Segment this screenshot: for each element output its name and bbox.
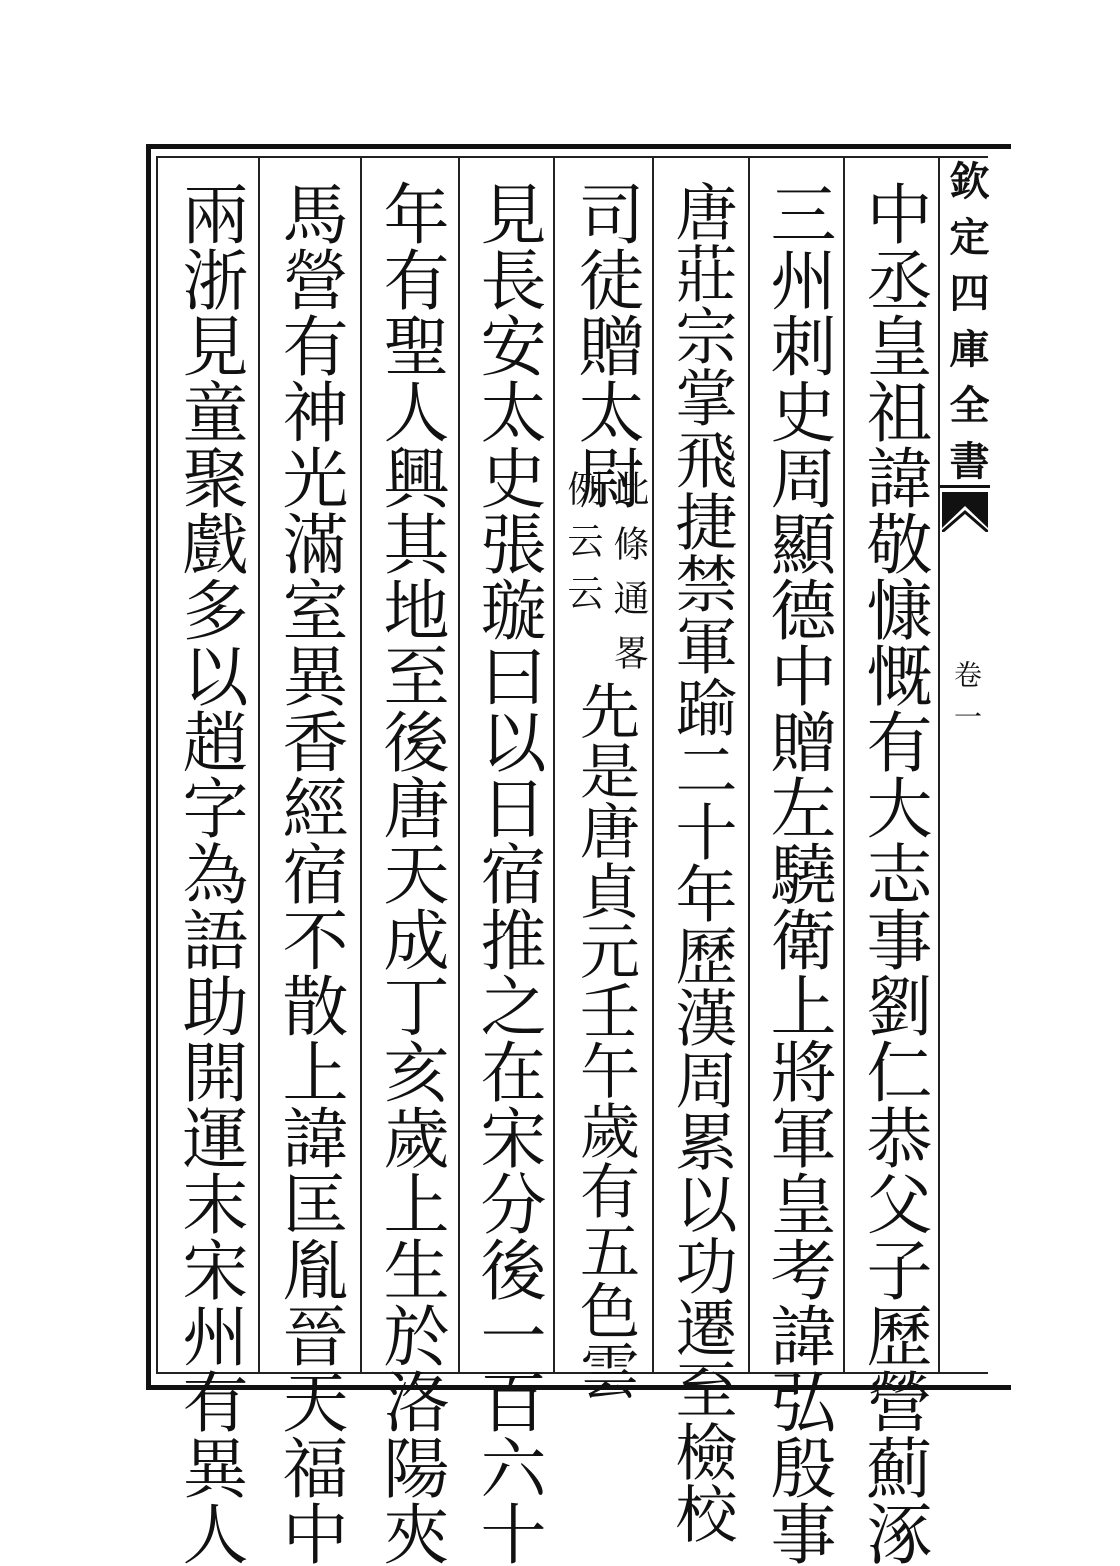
text-column-3: 唐莊宗掌飛捷禁軍踰二十年歷漢周累以功遷至檢校 (665, 180, 738, 1544)
text-column-8: 兩浙見童聚戲多以趙字為語助開運末宋州有異人 (171, 180, 248, 1566)
text-column-1: 中丞皇祖諱敬慷慨有大志事劉仁恭父子歷營薊涿 (855, 180, 932, 1566)
column-rule (652, 156, 654, 1372)
column-rule (360, 156, 362, 1372)
fish-tail-mark-icon (942, 492, 988, 532)
margin-divider (940, 485, 990, 488)
column-rule (553, 156, 555, 1372)
column-rule (748, 156, 750, 1372)
main-text: 先是唐貞元壬午歲有五色雲 (570, 680, 640, 1400)
text-column-7: 馬營有神光滿室異香經宿不散上諱匡胤晉天福中 (271, 180, 348, 1566)
book-title: 欽定四庫全書 (943, 160, 990, 480)
column-rule (843, 156, 845, 1372)
column-rule (258, 156, 260, 1372)
column-rule (458, 156, 460, 1372)
text-column-6: 年有聖人興其地至後唐天成丁亥歲上生於洛陽夾 (372, 180, 449, 1566)
column-rule (938, 156, 940, 1372)
volume-label: 卷一 (950, 660, 983, 730)
main-text: 司徒贈太尉 (567, 180, 644, 510)
text-column-5: 見長安太史張璇曰以日宿推之在宋分後一百六十 (469, 180, 546, 1566)
text-column-2: 三州刺史周顯德中贈左驍衛上將軍皇考諱弘殷事 (759, 180, 836, 1566)
annotation-right: 此條通畧 (608, 470, 649, 670)
annotation-left: 例云云 (562, 470, 603, 610)
